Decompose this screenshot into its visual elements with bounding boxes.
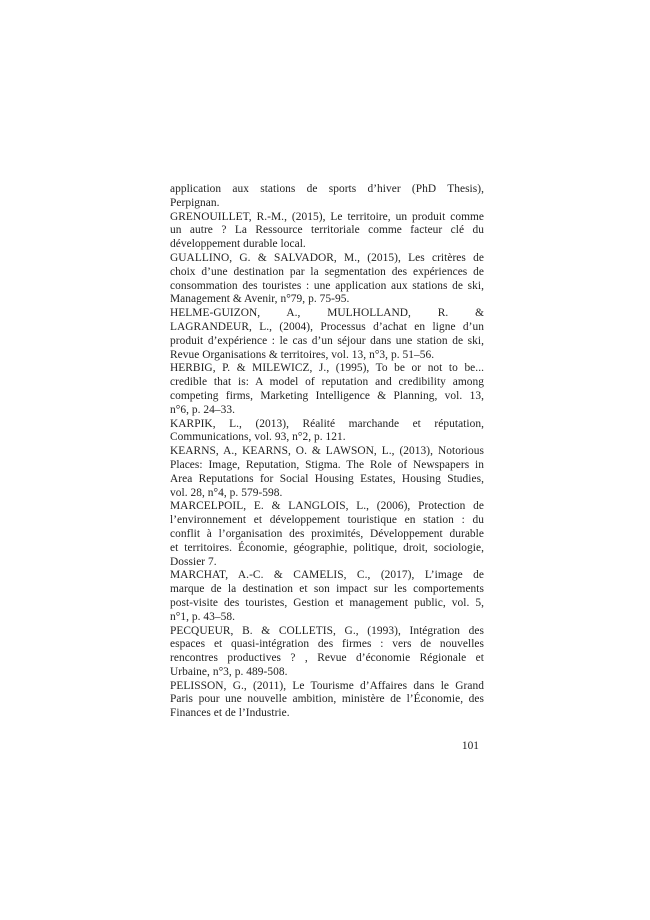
reference-line: l’environnement et développement touristique en station : du xyxy=(170,514,484,527)
reference-line: Perpignan. xyxy=(170,196,220,209)
reference-line: post-visite des touristes, Gestion et management public, vol. 5, xyxy=(170,596,484,609)
reference-line: et territoires. Économie, géographie, politique, droit, sociologie, xyxy=(170,541,484,554)
reference-line: PELISSON, G., (2011), Le Tourisme d’Affaires dans le Grand xyxy=(170,679,484,692)
references-list xyxy=(170,183,484,721)
reference-entry xyxy=(170,569,484,624)
reference-line: KEARNS, A., KEARNS, O. & LAWSON, L., (2013), Notorious xyxy=(170,445,484,458)
reference-line: Area Reputations for Social Housing Estates, Housing Studies, xyxy=(170,472,484,485)
reference-line: n°6, p. 24–33. xyxy=(170,403,236,416)
reference-entry xyxy=(170,211,484,252)
reference-line: Places: Image, Reputation, Stigma. The Role of Newspapers in xyxy=(170,458,484,471)
reference-line: Dossier 7. xyxy=(170,555,217,568)
reference-line: conflit à l’organisation des proximités, Développement durable xyxy=(170,527,484,540)
reference-line: Management & Avenir, n°79, p. 75-95. xyxy=(170,293,350,306)
reference-line: Finances et de l’Industrie. xyxy=(170,707,290,720)
reference-entry xyxy=(170,445,484,500)
reference-line: KARPIK, L., (2013), Réalité marchande et réputation, xyxy=(170,417,484,430)
reference-line: Paris pour une nouvelle ambition, ministère de l’Économie, des xyxy=(170,693,484,706)
reference-entry xyxy=(170,418,484,446)
reference-line: marque de la destination et son impact sur les comportements xyxy=(170,583,484,596)
reference-line: application aux stations de sports d’hiver (PhD Thesis), xyxy=(170,183,484,195)
reference-line: HERBIG, P. & MILEWICZ, J., (1995), To be or not to be... xyxy=(170,362,484,375)
reference-entry xyxy=(170,362,484,417)
reference-line: PECQUEUR, B. & COLLETIS, G., (1993), Intégration des xyxy=(170,624,484,637)
reference-entry xyxy=(170,183,484,211)
reference-line: Communications, vol. 93, n°2, p. 121. xyxy=(170,431,346,444)
reference-line: LAGRANDEUR, L., (2004), Processus d’achat en ligne d’un xyxy=(170,320,484,333)
reference-entry xyxy=(170,680,484,721)
reference-line: Urbaine, n°3, p. 489-508. xyxy=(170,665,288,678)
reference-entry xyxy=(170,252,484,307)
reference-line: espaces et quasi-intégration des firmes : vers de nouvelles xyxy=(170,638,484,651)
page-number: 101 xyxy=(461,740,479,752)
reference-entry xyxy=(170,625,484,680)
reference-line: credible that is: A model of reputation and credibility among xyxy=(170,376,484,389)
reference-line: MARCHAT, A.-C. & CAMELIS, C., (2017), L’image de xyxy=(170,569,484,582)
reference-line: GRENOUILLET, R.-M., (2015), Le territoire, un produit comme xyxy=(170,210,484,223)
reference-line: un autre ? La Ressource territoriale comme facteur clé du xyxy=(170,224,484,237)
reference-line: consommation des touristes : une application aux stations de ski, xyxy=(170,279,484,292)
reference-line: rencontres productives ? , Revue d’économie Régionale et xyxy=(170,652,484,665)
reference-line: n°1, p. 43–58. xyxy=(170,610,236,623)
reference-entry xyxy=(170,307,484,362)
reference-line: HELME-GUIZON, A., MULHOLLAND, R. & xyxy=(170,307,484,320)
reference-line: vol. 28, n°4, p. 579-598. xyxy=(170,486,283,499)
reference-line: produit d’expérience : le cas d’un séjour dans une station de ski, xyxy=(170,334,484,347)
reference-entry xyxy=(170,500,484,569)
reference-line: MARCELPOIL, E. & LANGLOIS, L., (2006), Protection de xyxy=(170,500,484,513)
reference-line: Revue Organisations & territoires, vol. 13, n°3, p. 51–56. xyxy=(170,348,435,361)
reference-line: choix d’une destination par la segmentation des expériences de xyxy=(170,265,484,278)
reference-line: GUALLINO, G. & SALVADOR, M., (2015), Les critères de xyxy=(170,251,484,264)
reference-line: développement durable local. xyxy=(170,238,306,251)
reference-line: competing firms, Marketing Intelligence & Planning, vol. 13, xyxy=(170,389,484,402)
